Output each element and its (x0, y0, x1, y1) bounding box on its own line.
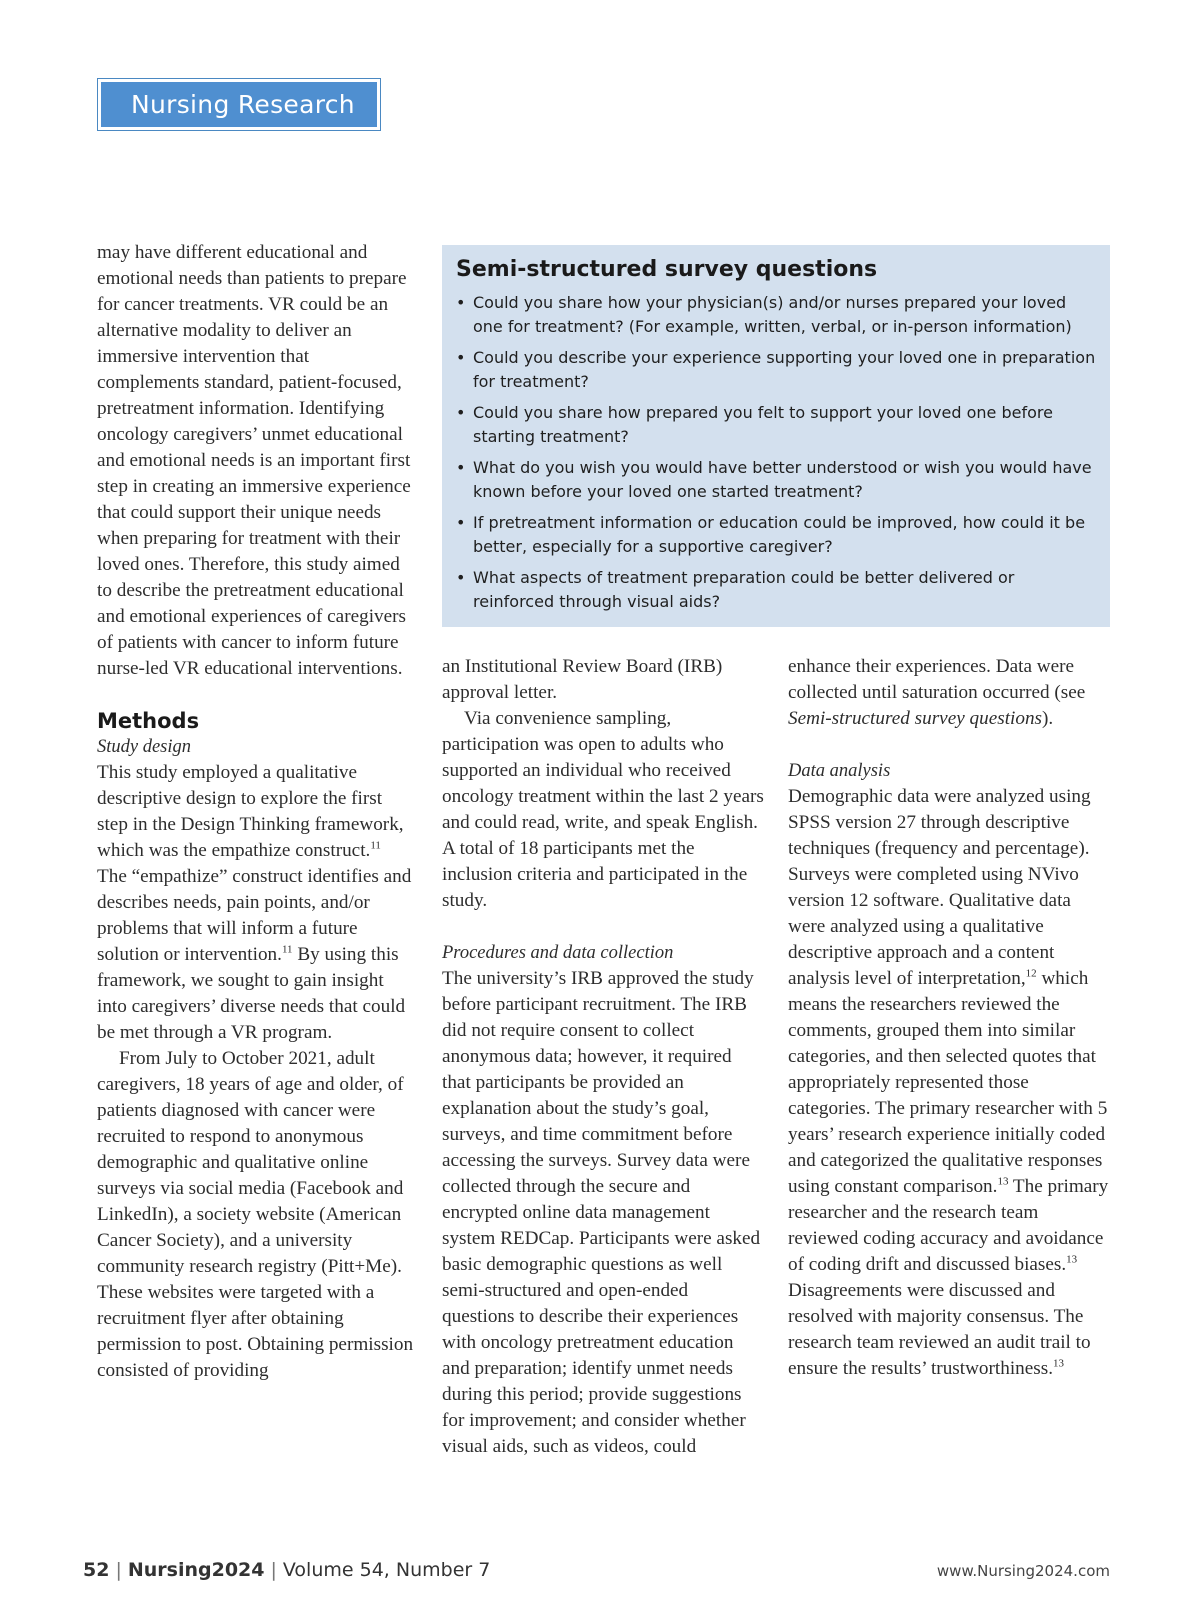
bullet-icon: • (456, 513, 466, 532)
sampling-paragraph: Via convenience sampling, participation was open to adults who supported an individual who received oncology treatment within the last 2 years and could read, write, and speak English. A total of 18 participants met the inclusion criteria and participated in the study. (442, 708, 764, 911)
data-analysis-subhead: Data analysis (788, 761, 891, 781)
survey-questions-box (442, 245, 1110, 627)
column-2 (442, 654, 764, 1460)
volume-info: Volume 54, Number 7 (282, 1559, 491, 1581)
bullet-icon: • (456, 293, 466, 312)
citation-ref: 11 (370, 839, 381, 852)
bullet-icon: • (456, 348, 466, 367)
recruitment-paragraph: From July to October 2021, adult caregivers, 18 years of age and older, of patients diagnosed with cancer were recruited to respond to anonymous demographic and qualitative online surveys via social media (Facebook and LinkedIn), a society website (American Cancer Society), and a university community research registry (Pitt+Me). These websites were targeted with a recruitment flyer after obtaining permission to post. Obtaining permission consisted of providing (97, 1048, 414, 1381)
citation-ref: 13 (1053, 1357, 1065, 1370)
footer-citation (83, 1559, 490, 1581)
data-analysis-paragraph: Demographic data were analyzed using SPSS version 27 through descriptive techniques (frequency and percentage). Surveys were completed using NVivo version 12 software. Qualitative data were analyzed using a qualitative descriptive approach and a content analysis level of interpretation,$^{12}$ which means the researchers reviewed the comments, grouped them into similar categories, and then selected quotes that appropriately represented those categories. The primary researcher with 5 years’ research experience initially coded and categorized the qualitative responses using constant comparison.$^{13}$ The primary researcher and the research team reviewed coding accuracy and avoidance of coding drift and discussed biases.$^{13}$ Disagreements were discussed and resolved with majority consensus. The research team reviewed an audit trail to ensure the results’ trustworthiness.$^{13}$ (788, 786, 1109, 1379)
column-3 (788, 654, 1110, 1382)
study-design-paragraph: This study employed a qualitative descriptive design to explore the first step in the Design Thinking framework, which was the empathize construct.$^{11}$ The “empathize” construct identifies and describes needs, pain points, and/or problems that will inform a future solution or intervention.$^{11}$ By using this framework, we sought to gain insight into caregivers’ diverse needs that could be met through a VR program. (97, 762, 412, 1043)
website-link[interactable]: www.Nursing2024.com (936, 1562, 1110, 1580)
journal-name: Nursing2024 (127, 1559, 265, 1581)
citation-ref: 11 (281, 943, 293, 956)
procedures-subhead: Procedures and data collection (442, 943, 674, 963)
bullet-icon: • (456, 458, 466, 477)
intro-paragraph: may have different educational and emotional needs than patients to prepare for cancer treatments. VR could be an alternative modality to deliver an immersive intervention that complements standard, patient-focused, pretreatment information. Identifying oncology caregivers’ unmet educational and emotional needs is an important first step in creating an immersive experience that could support their unique needs when preparing for treatment with their loved ones. Therefore, this study aimed to describe the pretreatment educational and emotional experiences of caregivers of patients with cancer to inform future nurse-led VR educational interventions. (97, 242, 411, 679)
survey-question-item: • If pretreatment information or education could be improved, how could it be better, especially for a supportive caregiver? (456, 513, 1086, 556)
irb-paragraph: an Institutional Review Board (IRB) approval letter. (442, 656, 723, 703)
survey-questions-list (456, 291, 1096, 613)
survey-question-item: • What aspects of treatment preparation could be better delivered or reinforced through visual aids? (456, 568, 1015, 611)
procedures-paragraph: The university’s IRB approved the study before participant recruitment. The IRB did not require consent to collect anonymous data; however, it required that participants be provided an explanation about the study’s goal, surveys, and time commitment before accessing the surveys. Survey data were collected through the secure and encrypted online data management system REDCap. Participants were asked basic demographic questions as well semi-structured and open-ended questions to describe their experiences with oncology pretreatment education and preparation; identify unmet needs during this period; provide suggestions for improvement; and consider whether visual aids, such as videos, could (442, 968, 761, 1457)
survey-questions-title: Semi-structured survey questions (456, 257, 878, 282)
study-design-subhead: Study design (97, 737, 192, 757)
section-label-box (97, 78, 381, 131)
page-footer (83, 1559, 1110, 1585)
bullet-icon: • (456, 403, 466, 422)
citation-ref: 12 (1025, 967, 1037, 980)
column-1 (97, 240, 415, 1384)
survey-question-item: • What do you wish you would have better understood or wish you would have known before your loved one started treatment? (456, 458, 1092, 501)
bullet-icon: • (456, 568, 466, 587)
footer-separator: | (115, 1559, 122, 1581)
survey-question-item: • Could you share how your physician(s) and/or nurses prepared your loved one for treatment? (For example, written, verbal, or in-person information) (456, 293, 1072, 336)
saturation-paragraph: enhance their experiences. Data were collected until saturation occurred (see Semi-structured survey questions). (788, 656, 1086, 729)
page-number: 52 (83, 1559, 110, 1581)
citation-ref: 13 (997, 1175, 1009, 1188)
methods-heading: Methods (97, 709, 200, 733)
section-label: Nursing Research (101, 82, 377, 127)
footer-separator: | (270, 1559, 277, 1581)
citation-ref: 13 (1066, 1253, 1078, 1266)
survey-question-item: • Could you share how prepared you felt to support your loved one before starting treatment? (456, 403, 1053, 446)
survey-question-item: • Could you describe your experience supporting your loved one in preparation for treatment? (456, 348, 1096, 391)
sidebar-reference: Semi-structured survey questions (788, 708, 1043, 729)
